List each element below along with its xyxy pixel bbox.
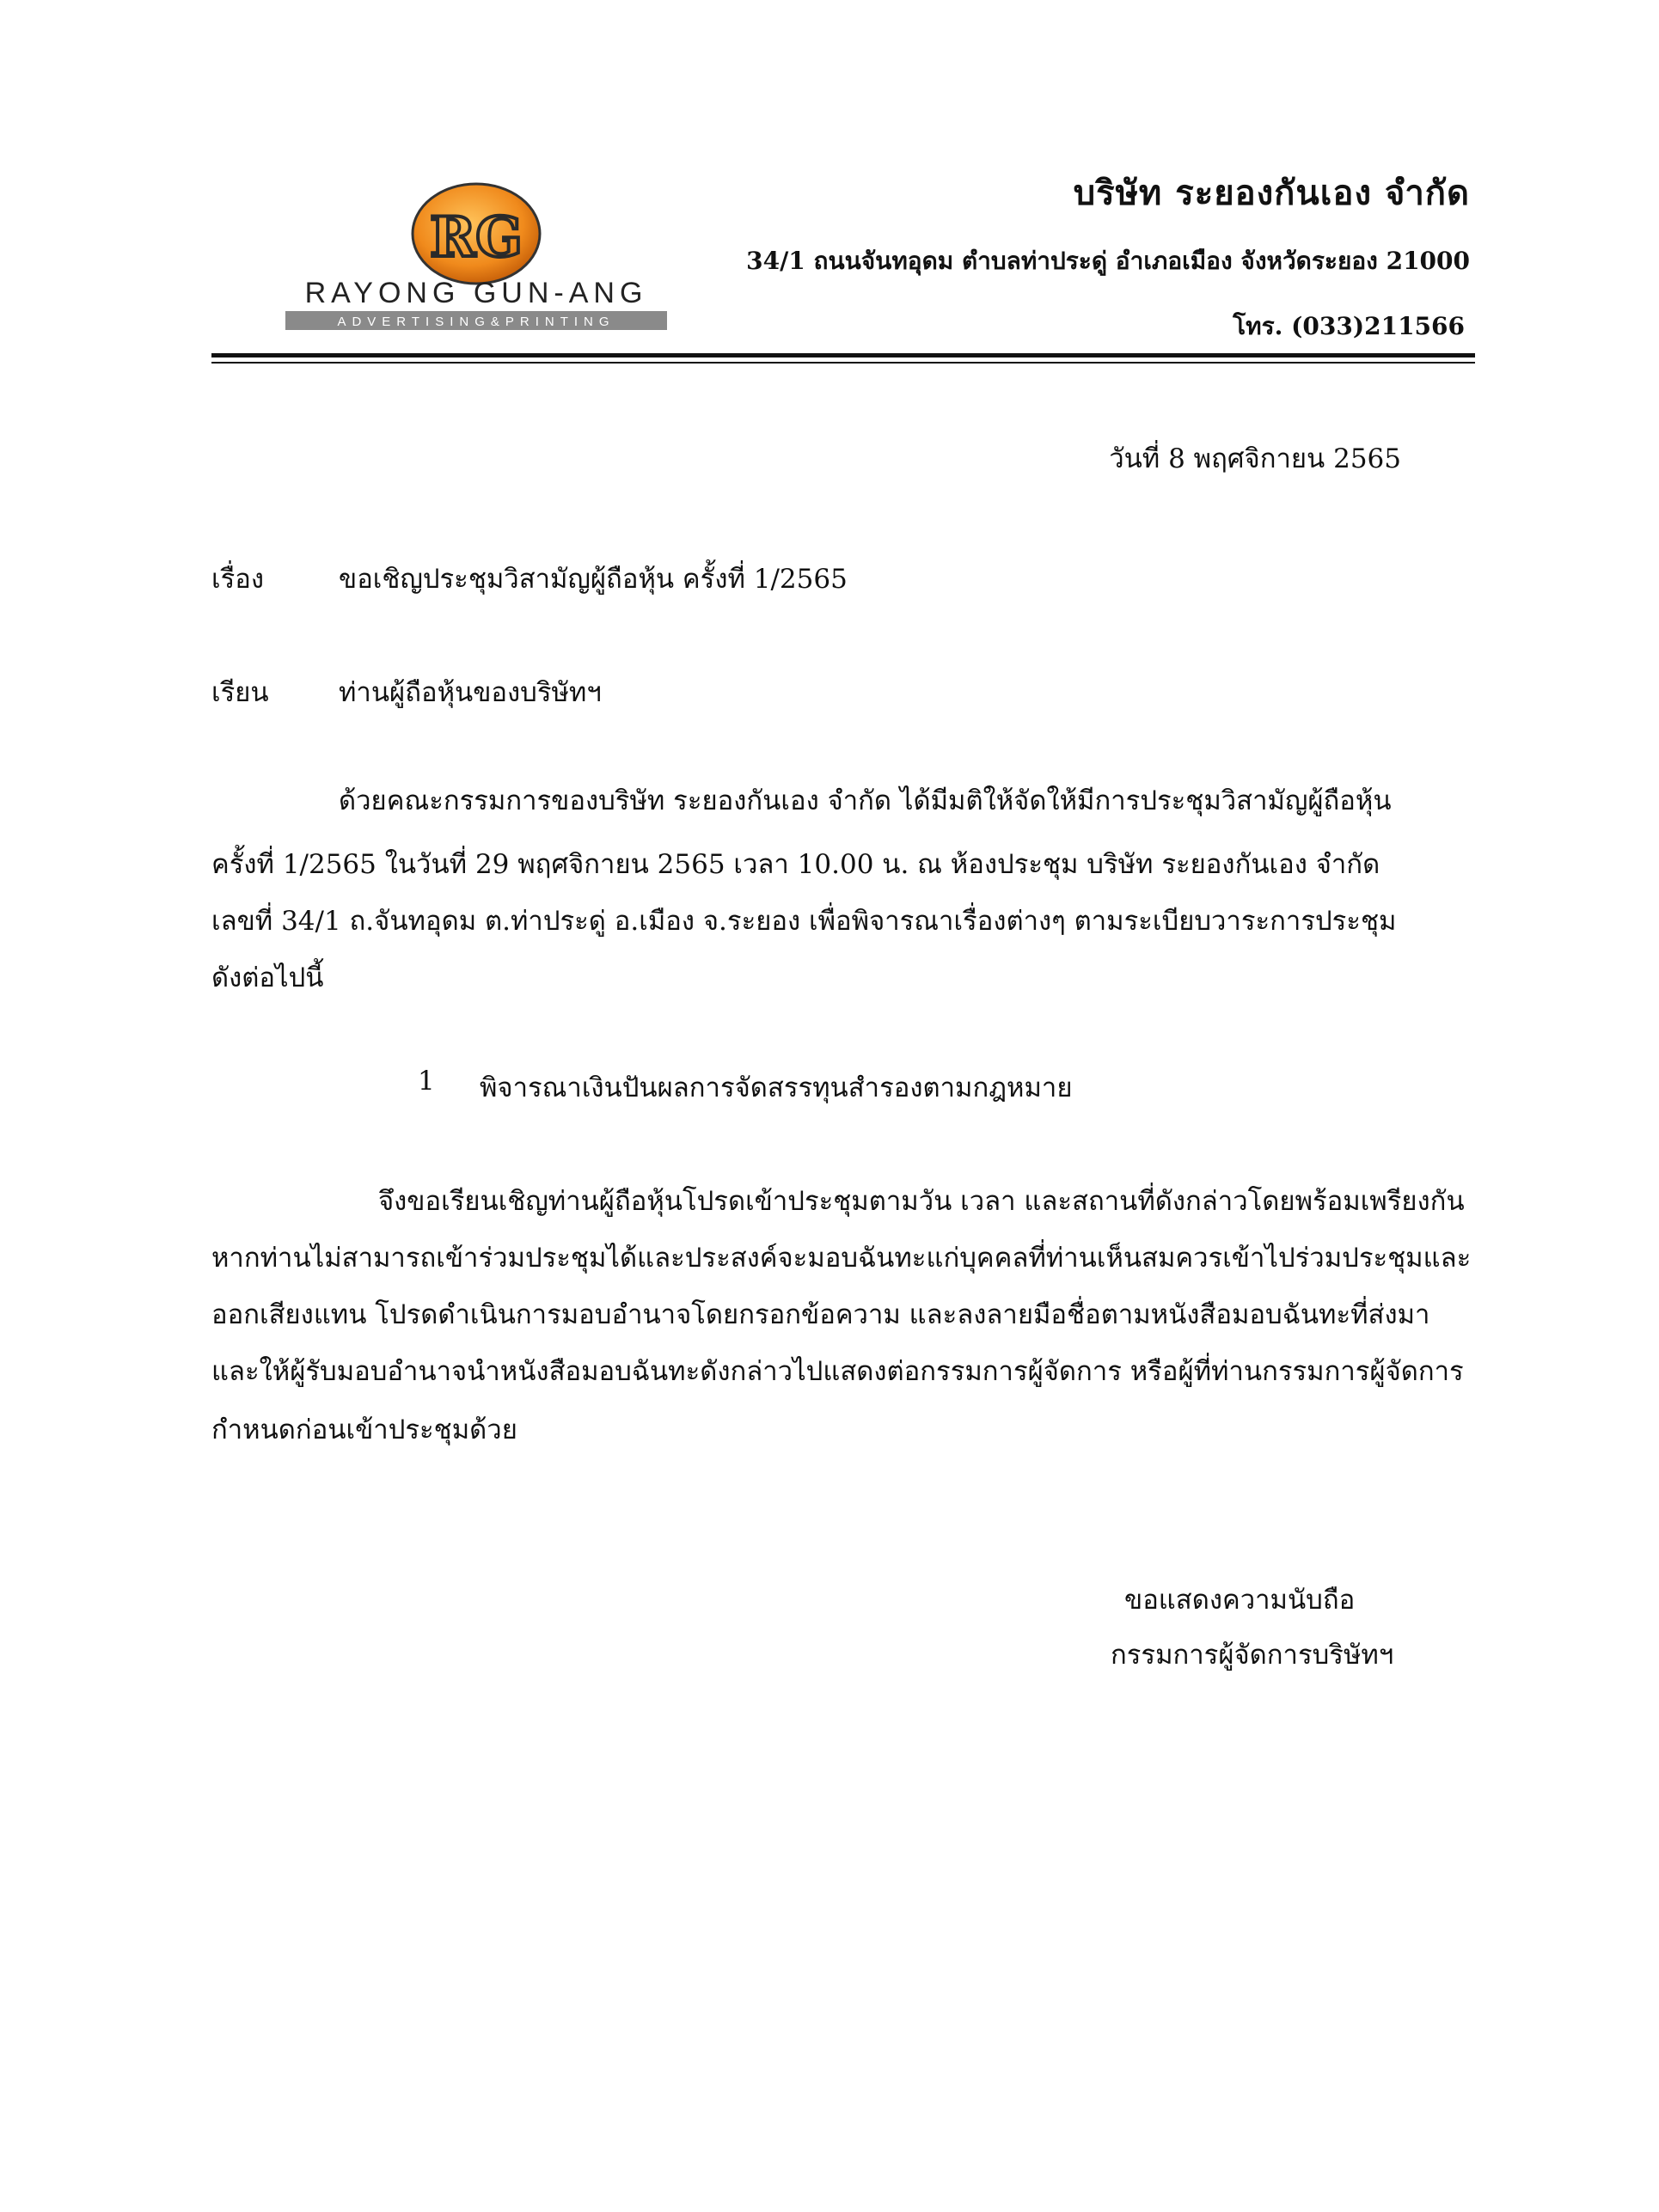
signatory-title: กรรมการผู้จัดการบริษัทฯ — [1111, 1640, 1394, 1671]
agenda-item-text: พิจารณาเงินปันผลการจัดสรรทุนสำรองตามกฎหมาย — [480, 1072, 1073, 1103]
paragraph2-line: จึงขอเรียนเชิญท่านผู้ถือหุ้นโปรดเข้าประชุมตามวัน เวลา และสถานที่ดังกล่าวโดยพร้อมเพรียงกัน — [378, 1186, 1465, 1217]
paragraph1-line: เลขที่ 34/1 ถ.จันทอุดม ต.ท่าประดู่ อ.เมือง จ.ระยอง เพื่อพิจารณาเรื่องต่างๆ ตามระเบียบวาระการประชุม — [211, 906, 1397, 937]
paragraph1-line: ด้วยคณะกรรมการของบริษัท ระยองกันเอง จำกัด ได้มีมติให้จัดให้มีการประชุมวิสามัญผู้ถือหุ้น — [339, 785, 1392, 816]
paragraph2-line: หากท่านไม่สามารถเข้าร่วมประชุมได้และประสงค์จะมอบฉันทะแก่บุคคลที่ท่านเห็นสมควรเข้าไปร่วมประชุมและ — [211, 1243, 1472, 1274]
subject-label: เรื่อง — [211, 564, 265, 595]
closing-salutation: ขอแสดงความนับถือ — [1124, 1585, 1356, 1616]
paragraph2-line: กำหนดก่อนเข้าประชุมด้วย — [211, 1415, 517, 1445]
to-label: เรียน — [211, 677, 269, 708]
header-rule-thin — [211, 362, 1475, 364]
company-logo — [282, 182, 670, 333]
logo-tagline: ADVERTISING&PRINTING — [337, 315, 615, 329]
company-address: 34/1 ถนนจันทอุดม ตำบลท่าประดู่ อำเภอเมือง จังหวัดระยอง 21000 — [746, 247, 1470, 275]
company-name: บริษัท ระยองกันเอง จำกัด — [1073, 173, 1470, 213]
paragraph1-line: ดังต่อไปนี้ — [211, 962, 324, 993]
logo-name: RAYONG GUN-ANG — [304, 277, 648, 309]
header-rule-thick — [211, 353, 1475, 357]
agenda-item-number: 1 — [418, 1066, 435, 1097]
to-text: ท่านผู้ถือหุ้นของบริษัทฯ — [339, 677, 602, 708]
paragraph1-line: ครั้งที่ 1/2565 ในวันที่ 29 พฤศจิกายน 2565 เวลา 10.00 น. ณ ห้องประชุม บริษัท ระยองกันเอง จำกัด — [211, 849, 1380, 880]
paragraph2-line: และให้ผู้รับมอบอำนาจนำหนังสือมอบฉันทะดังกล่าวไปแสดงต่อกรรมการผู้จัดการ หรือผู้ที่ท่านกรรมการผู้จัดการ — [211, 1356, 1464, 1387]
company-phone: โทร. (033)211566 — [1233, 312, 1465, 340]
logo-graphic — [282, 182, 670, 333]
logo-letters: RG — [430, 205, 523, 270]
paragraph2-line: ออกเสียงแทน โปรดดำเนินการมอบอำนาจโดยกรอกข้อความ และลงลายมือชื่อตามหนังสือมอบฉันทะที่ส่งมา — [211, 1299, 1430, 1330]
letter-date: วันที่ 8 พฤศจิกายน 2565 — [1109, 443, 1401, 474]
subject-text: ขอเชิญประชุมวิสามัญผู้ถือหุ้น ครั้งที่ 1/2565 — [339, 564, 848, 595]
